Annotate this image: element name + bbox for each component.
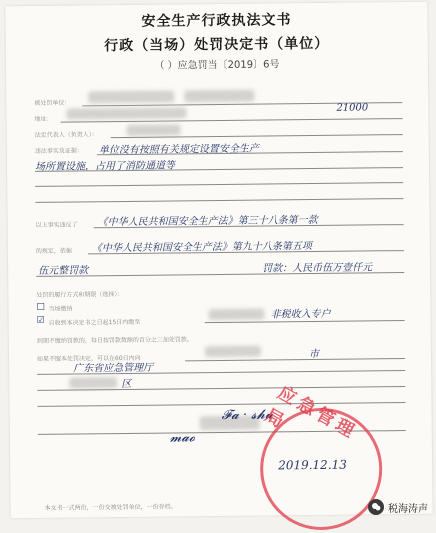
- address-label: 地址：: [34, 115, 53, 123]
- watermark: [368, 499, 428, 515]
- facts-line-2: 场所置设施，占用了消防通道等: [34, 160, 176, 173]
- law-basis-hw: 《中华人民共和国安全生产法》第九十八条第五项: [91, 241, 312, 255]
- appeal-text-1: 如果不服本处罚决定，可以在60日内向: [36, 354, 141, 363]
- facts-label: 违法事实及证据：: [34, 147, 83, 155]
- document-page: [5, 2, 432, 518]
- blank-line-2: [35, 198, 403, 203]
- district-hw: 区: [121, 378, 132, 391]
- blank-line-1: [35, 182, 403, 187]
- document-title: 安全生产行政执法文书: [141, 12, 292, 30]
- document-subtitle: 行政（当场）处罚决定书（单位）: [104, 35, 330, 55]
- signature-2-hw: 𝓶𝓪𝓸: [169, 430, 196, 446]
- redacted-bank: [209, 309, 265, 321]
- redacted-party-2: [184, 90, 254, 103]
- party-label: 被处罚单位：: [34, 99, 71, 107]
- watermark-text: 税海涛声: [388, 503, 428, 515]
- city-hw: 市: [308, 348, 320, 361]
- redacted-gov: [205, 346, 261, 358]
- rep-label: 法定代表人（负责人）：: [34, 131, 98, 139]
- stamp-text: 应急管理局: [261, 382, 361, 444]
- checkbox-2: ☑: [36, 315, 45, 326]
- appeal-line-4: [38, 402, 406, 407]
- facts-line-1: 单位没有按照有关规定设置安全生产: [98, 143, 259, 157]
- wechat-icon: [368, 499, 384, 515]
- redacted-court: [69, 377, 117, 389]
- footer-note: 本文书一式两份，一份交被处罚单位，一份存档。: [44, 503, 177, 512]
- redacted-party: [88, 90, 174, 103]
- objection-text: 到期不缴纳罚款的，每日按罚款数额的百分之三加处罚款。: [36, 336, 193, 345]
- document-number: （ ）应急罚当〔2019〕6号: [154, 59, 280, 72]
- penalty-hw: 罚款：人民币伍万壹仟元: [262, 262, 373, 275]
- penalty-short-hw: 伍元整罚款: [38, 265, 89, 277]
- amount-hw: 21000: [336, 102, 369, 114]
- account-line: [205, 320, 405, 323]
- payment-label: 处罚的履行方式和期限（选择）：: [36, 291, 124, 299]
- checkbox-1: □: [36, 301, 46, 312]
- option-1: 当场缴纳: [48, 305, 73, 313]
- redacted-address: [66, 107, 186, 119]
- redacted-rep: [127, 124, 181, 136]
- penalty-line: [36, 272, 404, 277]
- account-hw: 非税收入专户: [270, 308, 331, 321]
- option-2: 自收到本决定书之日起15日内缴至: [48, 318, 141, 327]
- authority-hw: 广东省应急管理厅: [73, 362, 154, 375]
- law-violation-hw: 《中华人民共和国安全生产法》第三十八条第一款: [97, 214, 318, 229]
- appeal-line-1: [185, 358, 405, 361]
- violation-label: 以上事实违反了: [35, 221, 78, 229]
- stamp-date: 2019.12.13: [278, 457, 347, 473]
- basis-label: 的规定，依据: [35, 247, 72, 255]
- signature-hw: 𝓕𝓪 · 𝓼𝓱𝓾: [221, 407, 274, 423]
